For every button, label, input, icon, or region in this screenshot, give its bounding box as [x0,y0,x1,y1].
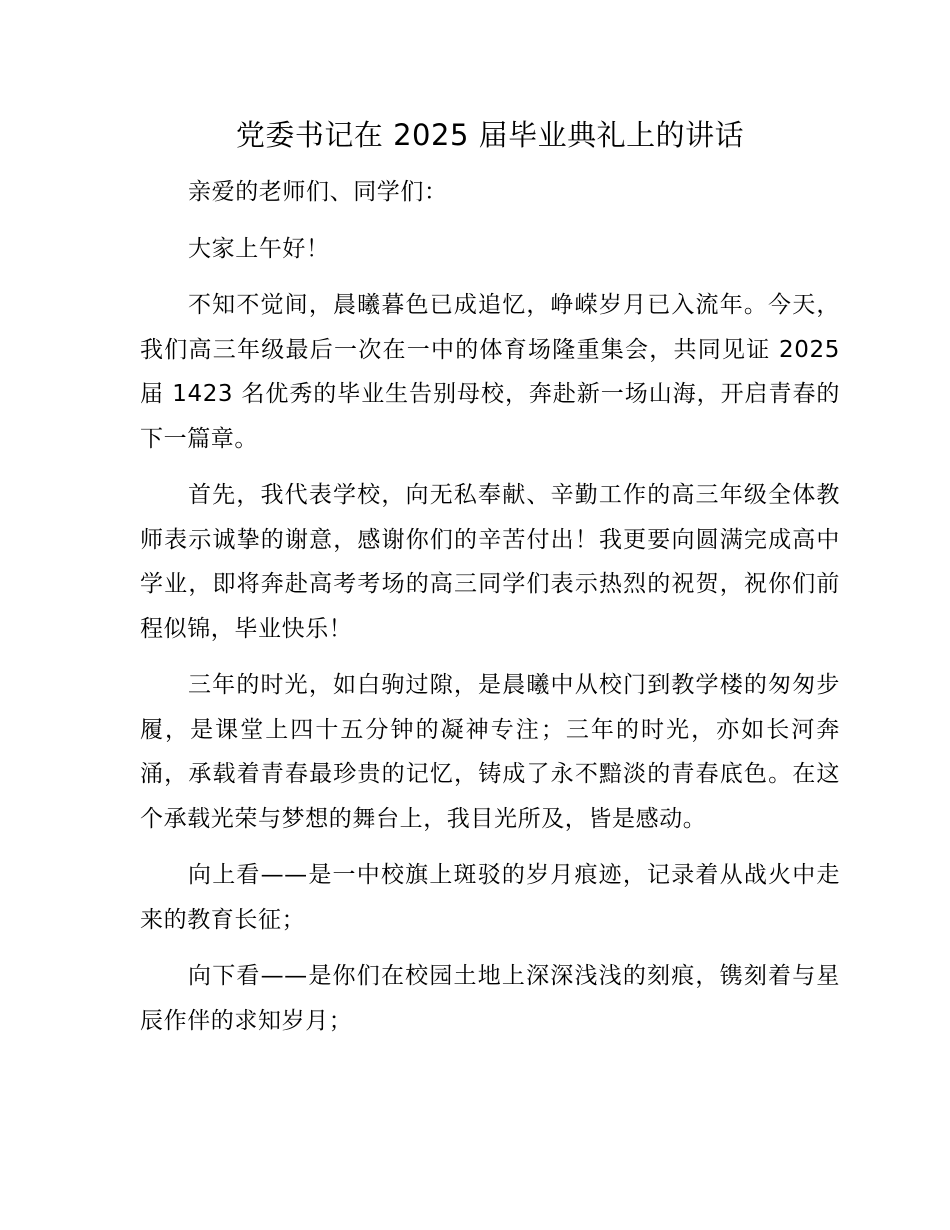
paragraph-good-morning: 大家上午好！ [188,235,330,262]
document-page [140,112,840,1055]
paragraph-thanks: 首先，我代表学校，向无私奉献、辛勤工作的高三年级全体教师表示诚挚的谢意，感谢你们的辛苦付出！我更要向圆满完成高中学业，即将奔赴高考考场的高三同学们表示热烈的祝贺，祝你们前程似锦，毕业快乐！ [140,482,840,642]
paragraph-look-up: 向上看——是一中校旗上斑驳的岁月痕迹，记录着从战火中走来的教育长征； [140,862,840,933]
paragraph-intro: 不知不觉间，晨曦暮色已成追忆，峥嵘岁月已入流年。今天，我们高三年级最后一次在一中的体育场隆重集会，共同见证 2025 届 1423 名优秀的毕业生告别母校，奔赴新一场山海，开启青春的下一篇章。 [140,292,840,452]
paragraph-three-years: 三年的时光，如白驹过隙，是晨曦中从校门到教学楼的匆匆步履，是课堂上四十五分钟的凝神专注；三年的时光，亦如长河奔涌，承载着青春最珍贵的记忆，铸成了永不黯淡的青春底色。在这个承载光荣与梦想的舞台上，我目光所及，皆是感动。 [140,672,840,832]
paragraph-greeting: 亲爱的老师们、同学们： [188,179,448,205]
document-title: 党委书记在 2025 届毕业典礼上的讲话 [235,118,745,152]
paragraph-look-down: 向下看——是你们在校园土地上深深浅浅的刻痕，镌刻着与星辰作伴的求知岁月； [140,963,840,1034]
